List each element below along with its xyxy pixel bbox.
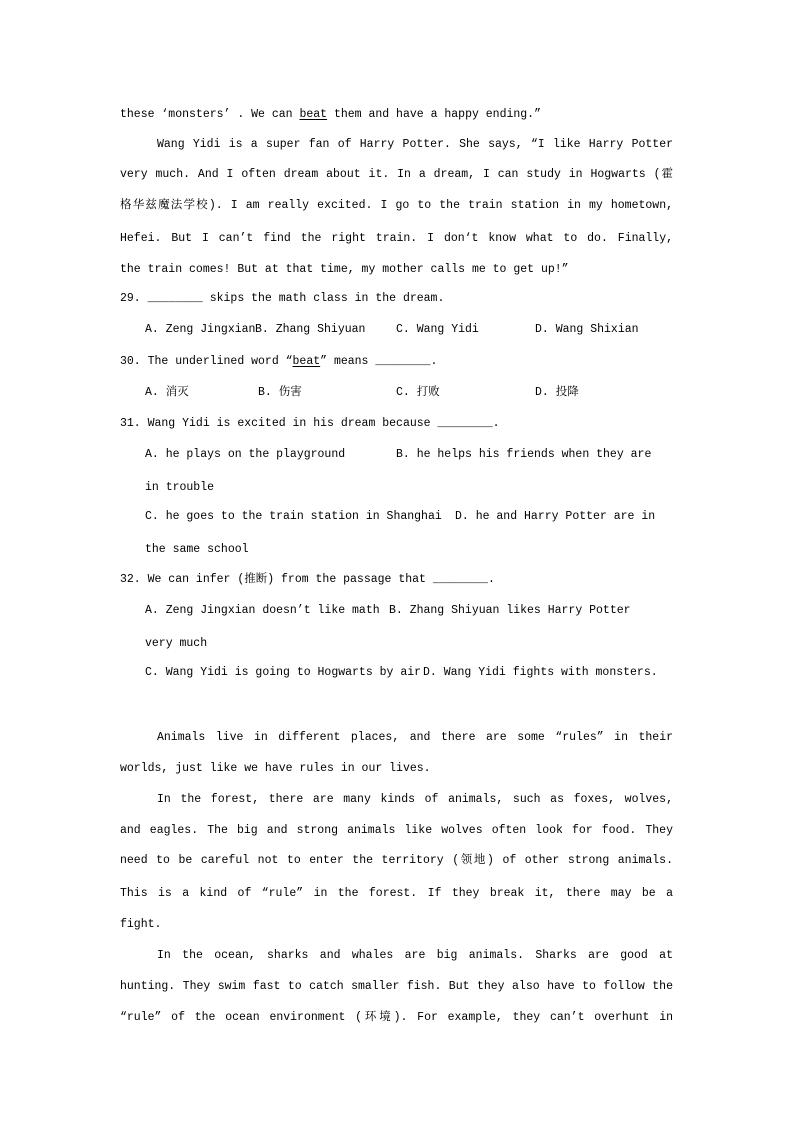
question-30-underlined-word: beat	[292, 355, 321, 368]
passage-2-line: “rule” of the ocean environment (环境). For example, they can’t overhunt in	[120, 1011, 673, 1024]
question-30-option-b: B. 伤害	[258, 386, 302, 399]
passage-2-line: and eagles. The big and strong animals like wolves often look for food. They	[120, 824, 673, 837]
question-31-option-c: C. he goes to the train station in Shanghai	[145, 510, 442, 523]
question-32-option-b: B. Zhang Shiyuan likes Harry Potter	[389, 604, 631, 617]
question-30-option-c: C. 打败	[396, 386, 440, 399]
question-32-option-a: A. Zeng Jingxian doesn’t like math	[145, 604, 380, 617]
question-31-option-d-continued: the same school	[145, 543, 249, 556]
question-32-stem: 32. We can infer (推断) from the passage that ________.	[120, 573, 495, 586]
passage-2-line: In the forest, there are many kinds of animals, such as foxes, wolves,	[157, 793, 673, 806]
question-30-stem-after: ” means ________.	[320, 355, 438, 368]
question-31-option-b: B. he helps his friends when they are	[396, 448, 652, 461]
question-30-option-d: D. 投降	[535, 386, 579, 399]
passage-2-line: fight.	[120, 918, 162, 931]
question-29-option-c: C. Wang Yidi	[396, 323, 479, 336]
underlined-word-beat: beat	[299, 108, 328, 121]
question-29-option-d: D. Wang Shixian	[535, 323, 639, 336]
question-30-stem-before: 30. The underlined word “	[120, 355, 293, 368]
passage-1-line: Wang Yidi is a super fan of Harry Potter. She says, “I like Harry Potter	[157, 138, 673, 151]
question-31-option-a: A. he plays on the playground	[145, 448, 346, 461]
passage-1-line: 格华兹魔法学校). I am really excited. I go to the train station in my hometown,	[120, 199, 673, 212]
passage-2-line: worlds, just like we have rules in our lives.	[120, 762, 431, 775]
passage-2-line: This is a kind of “rule” in the forest. If they break it, there may be a	[120, 887, 673, 900]
passage-1-line: Hefei. But I can’t find the right train. I don‘t know what to do. Finally,	[120, 232, 673, 245]
passage-1-line: the train comes! But at that time, my mother calls me to get up!”	[120, 263, 569, 276]
question-32-option-d: D. Wang Yidi fights with monsters.	[423, 666, 658, 679]
question-31-option-b-continued: in trouble	[145, 481, 215, 494]
question-30-stem	[120, 354, 437, 370]
question-29-stem: 29. ________ skips the math class in the dream.	[120, 292, 445, 305]
passage-2-line: hunting. They swim fast to catch smaller fish. But they also have to follow the	[120, 980, 673, 993]
passage-2-line: need to be careful not to enter the territory (领地) of other strong animals.	[120, 854, 673, 867]
carryover-text-before: these ‘monsters’ . We can	[120, 108, 300, 121]
question-31-option-d: D. he and Harry Potter are in	[455, 510, 656, 523]
question-31-stem: 31. Wang Yidi is excited in his dream because ________.	[120, 417, 500, 430]
passage-2-line: Animals live in different places, and there are some “rules” in their	[157, 731, 673, 744]
passage-1-carryover-line	[120, 107, 541, 123]
passage-2-line: In the ocean, sharks and whales are big animals. Sharks are good at	[157, 949, 673, 962]
carryover-text-after: them and have a happy ending.”	[327, 108, 541, 121]
question-32-option-b-continued: very much	[145, 637, 208, 650]
question-29-option-b: B. Zhang Shiyuan	[255, 323, 366, 336]
passage-1-line: very much. And I often dream about it. In a dream, I can study in Hogwarts (霍	[120, 168, 673, 181]
question-30-option-a: A. 消灭	[145, 386, 189, 399]
question-32-option-c: C. Wang Yidi is going to Hogwarts by air	[145, 666, 422, 679]
question-29-option-a: A. Zeng Jingxian	[145, 323, 256, 336]
